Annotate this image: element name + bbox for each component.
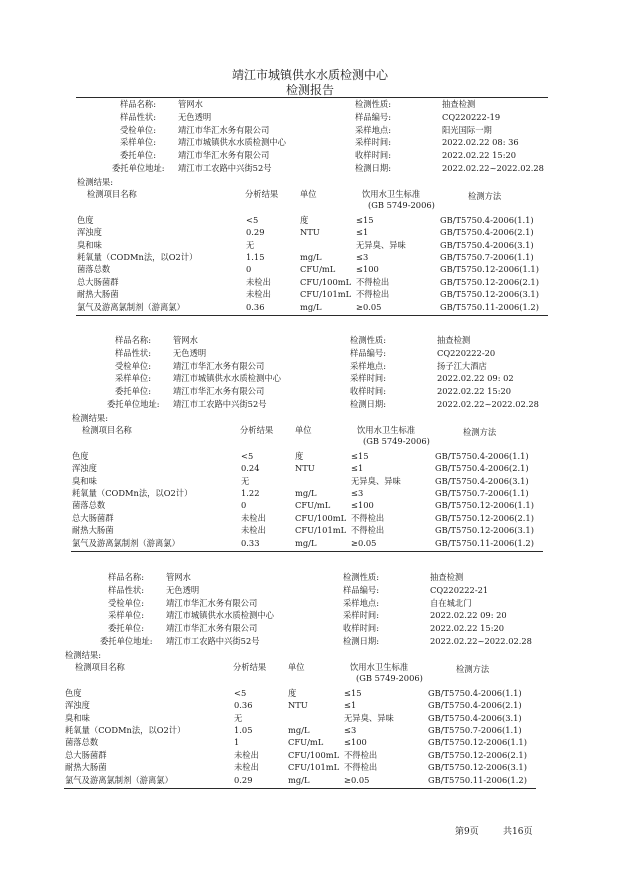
label-sampling-unit: 采样单位:	[115, 373, 151, 384]
value-receive-time: 2022.02.22 15:20	[437, 386, 512, 397]
row-cod-result: 1.15	[246, 252, 265, 262]
value-sampler: 靖江市城镇供水水质检测中心	[166, 610, 274, 621]
results-label: 检测结果:	[72, 412, 108, 423]
row-bacteria-result: 1	[234, 737, 240, 748]
label-client-address: 委托单位地址:	[100, 636, 153, 646]
row-free-chlorine-method: GB/T5750.11-2006(1.2)	[435, 537, 534, 548]
row-cod-unit: mg/L	[295, 488, 317, 498]
col-header-standard: 饮用水卫生标准	[357, 424, 416, 435]
value-address: 靖江市工农路中兴街52号	[166, 636, 260, 646]
row-odor-method: GB/T5750.4-2006(3.1)	[428, 712, 522, 723]
label-receive-time: 收样时间:	[355, 150, 391, 161]
label-client-unit: 委托单位:	[115, 386, 151, 397]
label-test-nature: 检测性质:	[350, 335, 386, 345]
label-entrusted-unit: 受检单位:	[115, 360, 151, 371]
label-client-address: 委托单位地址:	[107, 399, 160, 409]
row-cod-unit: mg/L	[300, 252, 322, 262]
row-color-standard: ≤15	[356, 214, 374, 225]
row-bacteria-method: GB/T5750.12-2006(1.1)	[428, 737, 527, 748]
row-bacteria-item: 菌落总数	[72, 500, 106, 511]
col-header-unit: 单位	[288, 661, 305, 672]
value-receive-time: 2022.02.22 15:20	[442, 150, 517, 161]
value-test-date: 2022.02.22~2022.02.28	[430, 636, 532, 646]
row-turbidity-item: 浑浊度	[65, 700, 90, 711]
row-odor-result: 无	[246, 239, 255, 250]
row-cod-item: 耗氧量（CODMn法，以O2计）	[77, 252, 198, 262]
value-test-date: 2022.02.22~2022.02.28	[442, 163, 544, 173]
row-odor-item: 臭和味	[77, 239, 102, 250]
row-odor-standard: 无异臭、异味	[351, 475, 401, 486]
row-thermo-coliform-method: GB/T5750.12-2006(3.1)	[435, 525, 534, 536]
value-client: 靖江市华汇水务有限公司	[173, 386, 265, 397]
row-odor-item: 臭和味	[65, 712, 90, 723]
value-sampler: 靖江市城镇供水水质检测中心	[178, 137, 286, 148]
col-header-unit: 单位	[300, 188, 317, 199]
title-divider	[76, 97, 548, 98]
row-color-result: <5	[241, 450, 254, 461]
label-client-unit: 委托单位:	[120, 150, 156, 161]
row-turbidity-result: 0.36	[234, 700, 253, 711]
row-cod-item: 耗氧量（CODMn法，以O2计）	[65, 725, 186, 735]
label-entrusted-unit: 受检单位:	[108, 597, 144, 608]
row-free-chlorine-standard: ≥0.05	[351, 537, 377, 548]
row-color-unit: 度	[288, 687, 297, 698]
label-sampling-unit: 采样单位:	[108, 610, 144, 621]
row-free-chlorine-method: GB/T5750.11-2006(1.2)	[428, 774, 527, 785]
row-color-standard: ≤15	[344, 687, 362, 698]
value-sampler: 靖江市城镇供水水质检测中心	[173, 373, 281, 384]
row-bacteria-unit: CFU/mL	[288, 737, 324, 748]
row-bacteria-unit: CFU/mL	[300, 264, 336, 275]
col-header-item: 检测项目名称	[75, 661, 125, 672]
col-header-result: 分析结果	[233, 661, 267, 672]
value-address: 靖江市工农路中兴街52号	[178, 163, 272, 173]
col-header-item: 检测项目名称	[82, 424, 132, 435]
col-header-unit: 单位	[295, 424, 312, 435]
row-color-method: GB/T5750.4-2006(1.1)	[440, 214, 534, 225]
label-test-nature: 检测性质:	[355, 99, 391, 109]
label-test-date: 检测日期:	[343, 636, 379, 646]
row-turbidity-item: 浑浊度	[77, 227, 102, 238]
value-entrusted: 靖江市华汇水务有限公司	[173, 360, 265, 371]
row-coliform-standard: 不得检出	[356, 276, 390, 287]
row-color-item: 色度	[77, 214, 94, 225]
results-label: 检测结果:	[65, 649, 101, 660]
row-free-chlorine-item: 氯气及游离氯制剂（游离氯）	[77, 301, 185, 312]
row-turbidity-standard: ≤1	[344, 700, 357, 711]
row-cod-method: GB/T5750.7-2006(1.1)	[428, 725, 522, 735]
label-receive-time: 收样时间:	[343, 623, 379, 634]
row-thermo-coliform-item: 耐热大肠菌	[77, 289, 119, 300]
col-header-standard-ref: (GB 5749-2006)	[363, 435, 430, 446]
value-address: 靖江市工农路中兴街52号	[173, 399, 267, 409]
row-thermo-coliform-standard: 不得检出	[351, 525, 385, 536]
row-turbidity-standard: ≤1	[351, 463, 364, 474]
value-nature: 抽查检测	[430, 572, 464, 582]
row-turbidity-method: GB/T5750.4-2006(2.1)	[428, 700, 522, 711]
row-coliform-result: 未检出	[241, 512, 266, 523]
row-odor-result: 无	[241, 475, 250, 486]
row-coliform-unit: CFU/100mL	[295, 512, 347, 523]
section-divider	[64, 788, 536, 789]
label-sampling-site: 采样地点:	[355, 124, 391, 135]
row-turbidity-item: 浑浊度	[72, 463, 97, 474]
label-test-date: 检测日期:	[350, 399, 386, 409]
row-cod-standard: ≤3	[344, 725, 357, 735]
col-header-method: 检测方法	[463, 426, 497, 437]
value-sampling-time: 2022.02.22 09: 02	[437, 373, 514, 384]
row-thermo-coliform-unit: CFU/101mL	[295, 525, 347, 536]
row-turbidity-method: GB/T5750.4-2006(2.1)	[435, 463, 529, 474]
value-nature: 抽查检测	[437, 335, 471, 345]
value-entrusted: 靖江市华汇水务有限公司	[178, 124, 270, 135]
label-sample-name: 样品名称:	[120, 99, 156, 109]
row-free-chlorine-result: 0.29	[234, 774, 253, 785]
label-sampling-time: 采样时间:	[355, 137, 391, 148]
label-sample-no: 样品编号:	[350, 347, 386, 358]
row-coliform-standard: 不得检出	[344, 749, 378, 760]
row-cod-item: 耗氧量（CODMn法，以O2计）	[72, 488, 193, 498]
row-coliform-item: 总大肠菌群	[72, 512, 114, 523]
row-color-result: <5	[234, 687, 247, 698]
row-odor-standard: 无异臭、异味	[356, 239, 406, 250]
row-bacteria-standard: ≤100	[356, 264, 379, 275]
label-sampling-time: 采样时间:	[350, 373, 386, 384]
label-sample-name: 样品名称:	[115, 335, 151, 345]
value-receive-time: 2022.02.22 15:20	[430, 623, 505, 634]
row-bacteria-unit: CFU/mL	[295, 500, 331, 511]
label-sample-no: 样品编号:	[355, 111, 391, 122]
value-status: 无色透明	[166, 584, 200, 595]
value-name: 管网水	[166, 572, 191, 582]
row-color-method: GB/T5750.4-2006(1.1)	[435, 450, 529, 461]
row-turbidity-result: 0.29	[246, 227, 265, 238]
value-name: 管网水	[178, 99, 203, 109]
label-receive-time: 收样时间:	[350, 386, 386, 397]
value-no: CQ220222-21	[430, 584, 489, 595]
row-odor-standard: 无异臭、异味	[344, 712, 394, 723]
label-sampling-unit: 采样单位:	[120, 137, 156, 148]
row-color-unit: 度	[295, 450, 304, 461]
row-cod-method: GB/T5750.7-2006(1.1)	[440, 252, 534, 262]
row-color-standard: ≤15	[351, 450, 369, 461]
value-sampling-time: 2022.02.22 09: 20	[430, 610, 507, 621]
row-coliform-result: 未检出	[234, 749, 259, 760]
value-site: 自在城北门	[430, 597, 472, 608]
row-thermo-coliform-result: 未检出	[234, 762, 259, 773]
row-turbidity-result: 0.24	[241, 463, 260, 474]
label-sampling-time: 采样时间:	[343, 610, 379, 621]
row-bacteria-standard: ≤100	[344, 737, 367, 748]
row-coliform-unit: CFU/100mL	[300, 276, 352, 287]
col-header-item: 检测项目名称	[87, 188, 137, 199]
row-free-chlorine-unit: mg/L	[300, 301, 322, 312]
row-free-chlorine-result: 0.36	[246, 301, 265, 312]
section-divider	[76, 315, 548, 316]
row-thermo-coliform-item: 耐热大肠菌	[72, 525, 114, 536]
row-thermo-coliform-result: 未检出	[241, 525, 266, 536]
row-coliform-result: 未检出	[246, 276, 271, 287]
row-thermo-coliform-item: 耐热大肠菌	[65, 762, 107, 773]
row-coliform-unit: CFU/100mL	[288, 749, 340, 760]
row-turbidity-unit: NTU	[295, 463, 315, 474]
row-thermo-coliform-unit: CFU/101mL	[300, 289, 352, 300]
row-cod-standard: ≤3	[356, 252, 369, 262]
row-bacteria-result: 0	[246, 264, 252, 275]
row-free-chlorine-unit: mg/L	[295, 537, 317, 548]
label-sampling-site: 采样地点:	[350, 360, 386, 371]
label-sampling-site: 采样地点:	[343, 597, 379, 608]
row-free-chlorine-standard: ≥0.05	[356, 301, 382, 312]
label-sample-no: 样品编号:	[343, 584, 379, 595]
label-client-unit: 委托单位:	[108, 623, 144, 634]
row-cod-standard: ≤3	[351, 488, 364, 498]
row-bacteria-result: 0	[241, 500, 247, 511]
col-header-standard: 饮用水卫生标准	[362, 188, 421, 199]
label-sample-name: 样品名称:	[108, 572, 144, 582]
value-nature: 抽查检测	[442, 99, 476, 109]
row-odor-result: 无	[234, 712, 243, 723]
row-free-chlorine-method: GB/T5750.11-2006(1.2)	[440, 301, 539, 312]
page-total: 共16页	[503, 827, 533, 837]
results-label: 检测结果:	[77, 176, 113, 187]
row-free-chlorine-item: 氯气及游离氯制剂（游离氯）	[65, 774, 173, 785]
row-free-chlorine-unit: mg/L	[288, 774, 310, 785]
label-test-date: 检测日期:	[355, 163, 391, 173]
row-cod-method: GB/T5750.7-2006(1.1)	[435, 488, 529, 498]
row-thermo-coliform-result: 未检出	[246, 289, 271, 300]
label-client-address: 委托单位地址:	[112, 163, 165, 173]
row-odor-item: 臭和味	[72, 475, 97, 486]
col-header-method: 检测方法	[456, 663, 490, 674]
row-turbidity-standard: ≤1	[356, 227, 369, 238]
row-coliform-method: GB/T5750.12-2006(2.1)	[440, 276, 539, 287]
value-status: 无色透明	[178, 111, 212, 122]
row-thermo-coliform-standard: 不得检出	[344, 762, 378, 773]
label-test-nature: 检测性质:	[343, 572, 379, 582]
row-color-item: 色度	[65, 687, 82, 698]
row-color-result: <5	[246, 214, 259, 225]
row-coliform-item: 总大肠菌群	[65, 749, 107, 760]
row-thermo-coliform-method: GB/T5750.12-2006(3.1)	[440, 289, 539, 300]
row-cod-result: 1.05	[234, 725, 253, 735]
col-header-standard-ref: (GB 5749-2006)	[356, 672, 423, 683]
row-color-item: 色度	[72, 450, 89, 461]
row-coliform-method: GB/T5750.12-2006(2.1)	[435, 512, 534, 523]
row-thermo-coliform-method: GB/T5750.12-2006(3.1)	[428, 762, 527, 773]
report-org-title: 靖江市城镇供水水质检测中心	[231, 68, 388, 82]
row-free-chlorine-standard: ≥0.05	[344, 774, 370, 785]
row-odor-method: GB/T5750.4-2006(3.1)	[440, 239, 534, 250]
value-client: 靖江市华汇水务有限公司	[166, 623, 258, 634]
value-client: 靖江市华汇水务有限公司	[178, 150, 270, 161]
value-name: 管网水	[173, 335, 198, 345]
page-number: 第9页	[455, 827, 479, 837]
value-status: 无色透明	[173, 347, 207, 358]
row-bacteria-item: 菌落总数	[77, 264, 111, 275]
value-no: CQ220222-20	[437, 347, 496, 358]
col-header-result: 分析结果	[245, 188, 279, 199]
row-color-method: GB/T5750.4-2006(1.1)	[428, 687, 522, 698]
row-color-unit: 度	[300, 214, 309, 225]
label-sample-status: 样品性状:	[108, 584, 144, 595]
value-entrusted: 靖江市华汇水务有限公司	[166, 597, 258, 608]
row-bacteria-method: GB/T5750.12-2006(1.1)	[435, 500, 534, 511]
row-thermo-coliform-standard: 不得检出	[356, 289, 390, 300]
value-site: 扬子江大酒店	[437, 360, 487, 371]
row-cod-result: 1.22	[241, 488, 260, 498]
row-turbidity-unit: NTU	[300, 227, 320, 238]
row-free-chlorine-item: 氯气及游离氯制剂（游离氯）	[72, 537, 180, 548]
value-no: CQ220222-19	[442, 111, 501, 122]
section-divider	[71, 551, 543, 552]
row-coliform-standard: 不得检出	[351, 512, 385, 523]
row-free-chlorine-result: 0.33	[241, 537, 260, 548]
row-cod-unit: mg/L	[288, 725, 310, 735]
row-odor-method: GB/T5750.4-2006(3.1)	[435, 475, 529, 486]
col-header-result: 分析结果	[240, 424, 274, 435]
label-sample-status: 样品性状:	[120, 111, 156, 122]
col-header-standard-ref: (GB 5749-2006)	[368, 199, 435, 210]
label-entrusted-unit: 受检单位:	[120, 124, 156, 135]
label-sample-status: 样品性状:	[115, 347, 151, 358]
row-coliform-item: 总大肠菌群	[77, 276, 119, 287]
row-turbidity-method: GB/T5750.4-2006(2.1)	[440, 227, 534, 238]
value-site: 阳光国际一期	[442, 124, 492, 135]
row-turbidity-unit: NTU	[288, 700, 308, 711]
row-bacteria-method: GB/T5750.12-2006(1.1)	[440, 264, 539, 275]
report-subtitle: 检测报告	[285, 83, 334, 97]
row-bacteria-standard: ≤100	[351, 500, 374, 511]
col-header-standard: 饮用水卫生标准	[350, 661, 409, 672]
row-coliform-method: GB/T5750.12-2006(2.1)	[428, 749, 527, 760]
row-bacteria-item: 菌落总数	[65, 737, 99, 748]
value-test-date: 2022.02.22~2022.02.28	[437, 399, 539, 409]
value-sampling-time: 2022.02.22 08: 36	[442, 137, 519, 148]
col-header-method: 检测方法	[468, 190, 502, 201]
row-thermo-coliform-unit: CFU/101mL	[288, 762, 340, 773]
